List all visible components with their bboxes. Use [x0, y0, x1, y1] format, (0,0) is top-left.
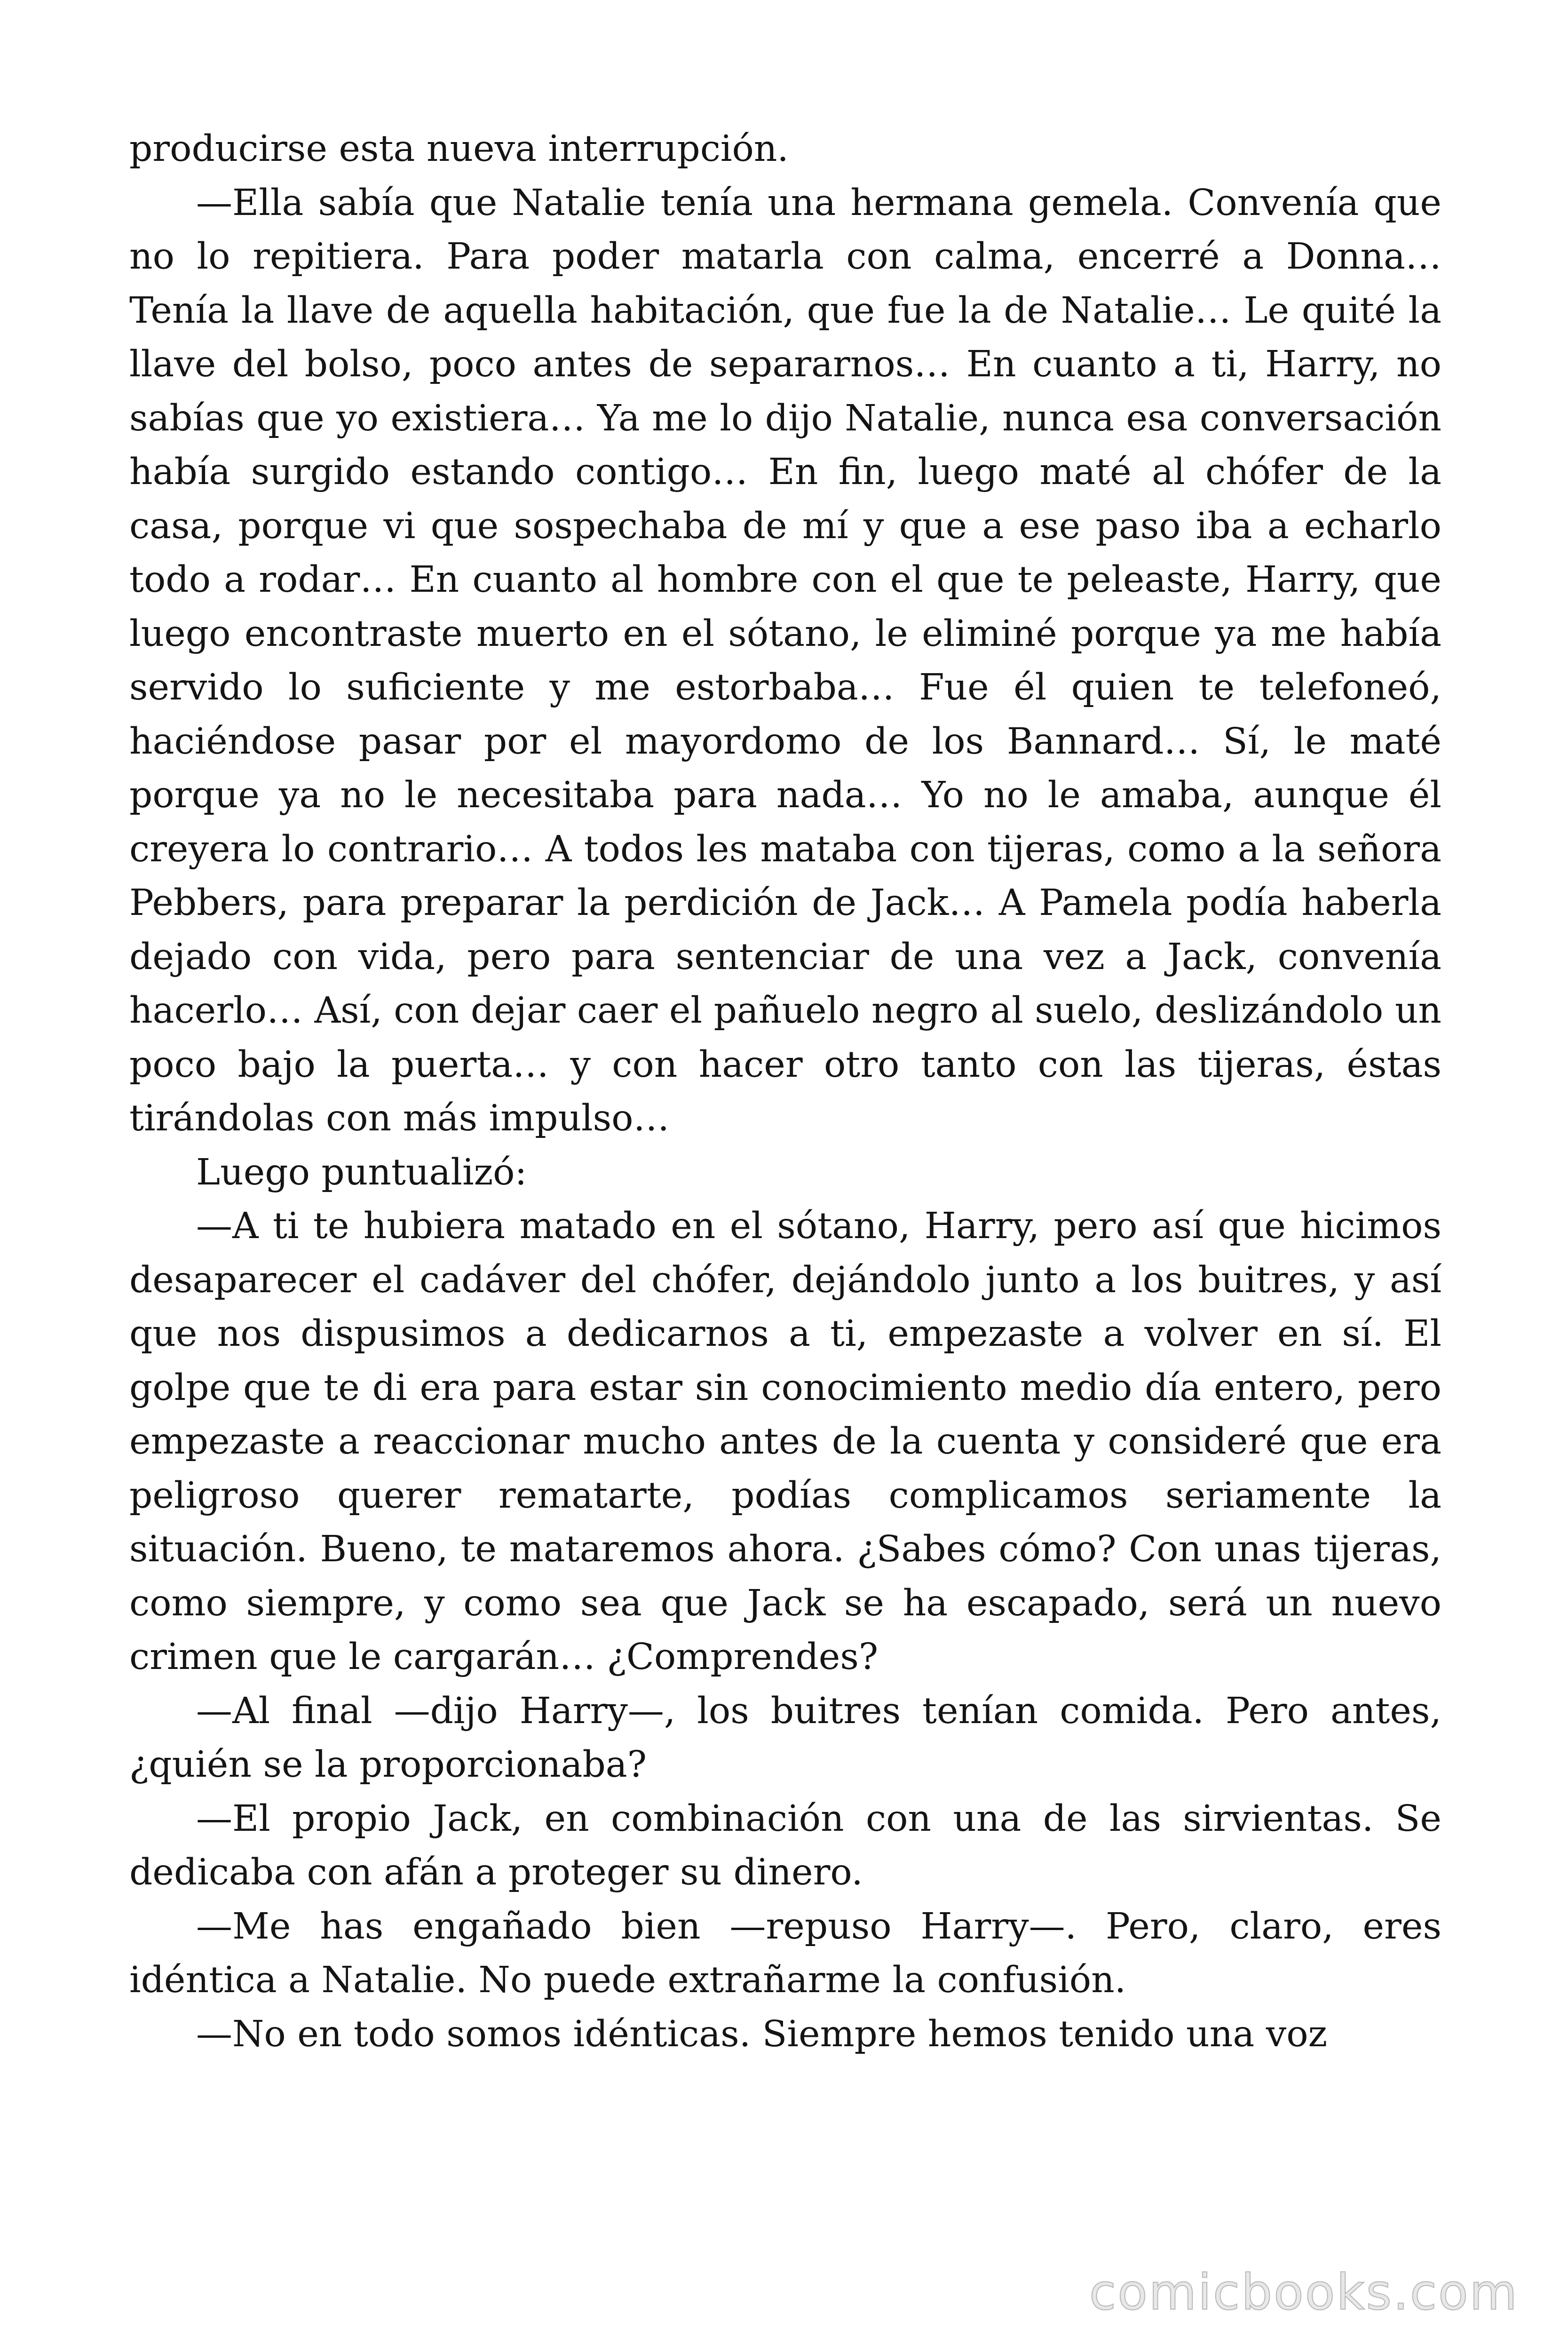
paragraph-dialogue: —El propio Jack, en combinación con una de las sirvientas. Se dedicaba con afán a proteger su dinero. — [129, 1797, 1441, 1893]
paragraph-dialogue: —Me has engañado bien —repuso Harry—. Pero, claro, eres idéntica a Natalie. No puede extrañarme la confusión. — [129, 1905, 1441, 2001]
paragraph-narration: Luego puntualizó: — [196, 1151, 527, 1193]
watermark: comicbooks.com — [1089, 2264, 1519, 2321]
paragraph-confession: —Ella sabía que Natalie tenía una hermana gemela. Convenía que no lo repitiera. Para poder matarla con calma, encerré a Donna… Tenía la llave de aquella habitación, que fue la de Natalie… Le quité la llave del bolso, poco antes de separarnos… En cuanto a ti, Harry, no sabías que yo existiera… Ya me lo dijo Natalie, nunca esa conversación había surgido estando contigo… En fin, luego maté al chófer de la casa, porque vi que sospechaba de mí y que a ese paso iba a echarlo todo a rodar… En cuanto al hombre con el que te peleaste, Harry, que luego encontraste muerto en el sótano, le eliminé porque ya me había servido lo suficiente y me estorbaba… Fue él quien te telefoneó, haciéndose pasar por el mayordomo de los Bannard… Sí, le maté porque ya no le necesitaba para nada… Yo no le amaba, aunque él creyera lo contrario… A todos les mataba con tijeras, como a la señora Pebbers, para preparar la perdición de Jack… A Pamela podía haberla dejado con vida, pero para sentenciar de una vez a Jack, convenía hacerlo… Así, con dejar caer el pañuelo negro al suelo, deslizándolo un poco bajo la puerta… y con hacer otro tanto con las tijeras, éstas tirándolas con más impulso… — [129, 182, 1441, 1139]
paragraph-dialogue: —No en todo somos idénticas. Siempre hemos tenido una voz — [196, 2013, 1328, 2055]
paragraph-dialogue: —A ti te hubiera matado en el sótano, Harry, pero así que hicimos desaparecer el cadáver del chófer, dejándolo junto a los buitres, y así que nos dispusimos a dedicarnos a ti, empezaste a volver en sí. El golpe que te di era para estar sin conocimiento medio día entero, pero empezaste a reaccionar mucho antes de la cuenta y consideré que era peligroso querer rematarte, podías complicamos seriamente la situación. Bueno, te mataremos ahora. ¿Sabes cómo? Con unas tijeras, como siempre, y como sea que Jack se ha escapado, será un nuevo crimen que le cargarán… ¿Comprendes? — [129, 1205, 1441, 1678]
body-text — [129, 122, 1441, 2061]
paragraph-dialogue: —Al final —dijo Harry—, los buitres tenían comida. Pero antes, ¿quién se la proporcionaba? — [129, 1690, 1441, 1786]
paragraph-continuation: producirse esta nueva interrupción. — [129, 128, 789, 170]
